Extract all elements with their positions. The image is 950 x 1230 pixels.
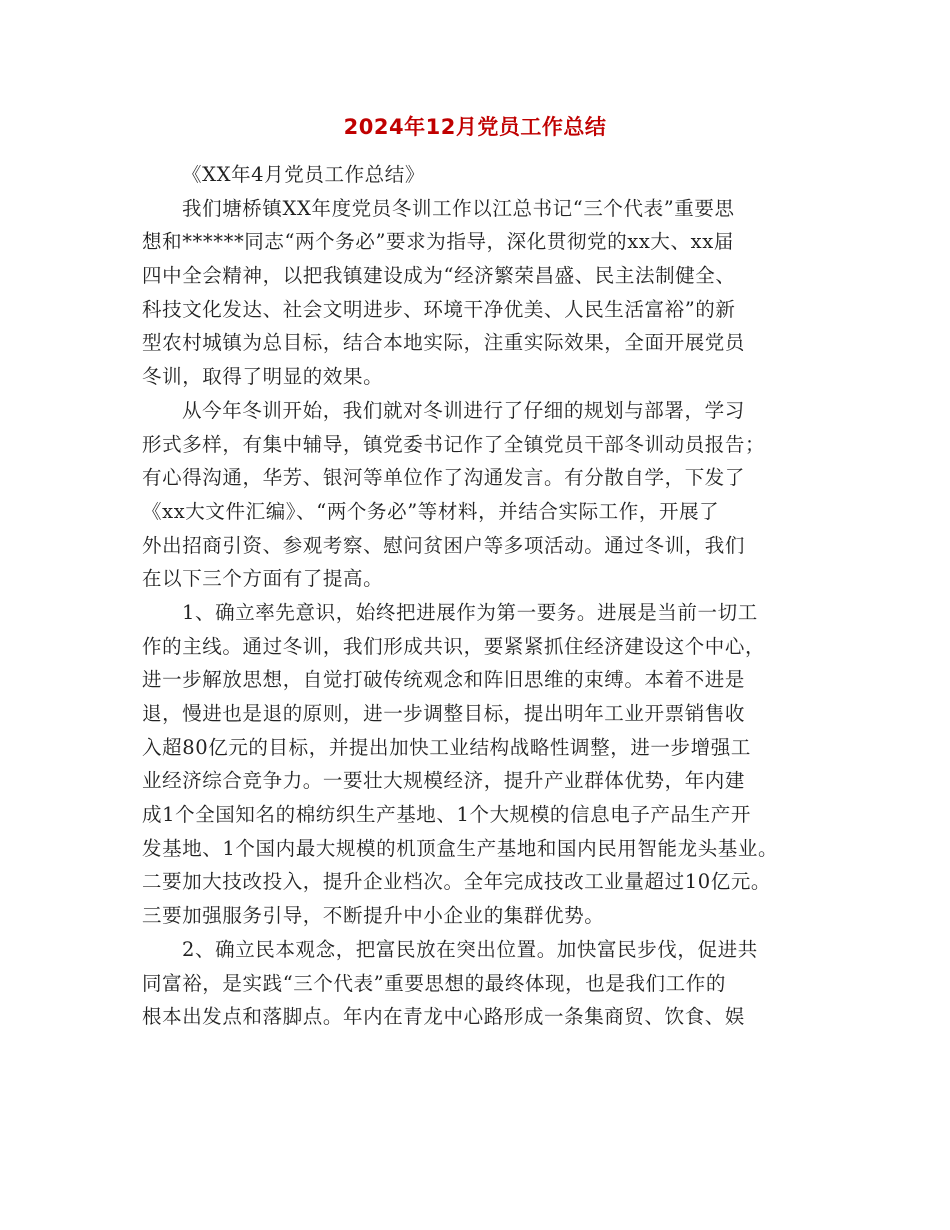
- text-line: 科技文化发达、社会文明进步、环境干净优美、人民生活富裕”的新: [142, 297, 736, 321]
- text-line: 退，慢进也是退的原则，进一步调整目标，提出明年工业开票销售收: [142, 702, 746, 725]
- text-line: 成1个全国知名的棉纺织生产基地、1个大规模的信息电子产品生产开: [142, 803, 751, 827]
- document-body: [142, 158, 814, 1034]
- text-line: 二要加大技改投入，提升企业档次。全年完成技改工业量超过10亿元。: [142, 870, 772, 894]
- text-line: 我们塘桥镇XX年度党员冬训工作以江总书记“三个代表”重要思: [182, 196, 735, 220]
- text-line: 外出招商引资、参观考察、慰问贫困户等多项活动。通过冬训，我们: [142, 533, 746, 557]
- text-line: 《xx大文件汇编》、“两个务必”等材料，并结合实际工作，开展了: [142, 499, 720, 523]
- text-line: 1、确立率先意识，始终把进展作为第一要务。进展是当前一切工: [182, 600, 758, 624]
- text-line: 四中全会精神，以把我镇建设成为“经济繁荣昌盛、民主法制健全、: [142, 264, 736, 288]
- text-line: 三要加强服务引导，不断提升中小企业的集群优势。: [142, 904, 605, 928]
- text-line: 2、确立民本观念，把富民放在突出位置。加快富民步伐，促进共: [182, 937, 758, 961]
- text-line: 《XX年4月党员工作总结》: [182, 163, 425, 186]
- text-line: 冬训，取得了明显的效果。: [142, 365, 384, 389]
- text-line: 同富裕，是实践“三个代表”重要思想的最终体现，也是我们工作的: [142, 971, 726, 995]
- text-line: 作的主线。通过冬训，我们形成共识，要紧紧抓住经济建设这个中心，: [142, 634, 766, 658]
- text-line: 根本出发点和落脚点。年内在青龙中心路形成一条集商贸、饮食、娱: [142, 1005, 746, 1029]
- text-line: 在以下三个方面有了提高。: [142, 567, 384, 591]
- text-line: 业经济综合竞争力。一要壮大规模经济，提升产业群体优势，年内建: [142, 769, 746, 793]
- text-line: 发基地、1个国内最大规模的机顶盒生产基地和国内民用智能龙头基业。: [142, 836, 779, 860]
- text-line: 入超80亿元的目标，并提出加快工业结构战略性调整，进一步增强工: [142, 735, 751, 759]
- text-line: 从今年冬训开始，我们就对冬训进行了仔细的规划与部署，学习: [182, 398, 745, 422]
- text-line: 形式多样，有集中辅导，镇党委书记作了全镇党员干部冬训动员报告；: [142, 432, 766, 456]
- document-title: 2024年12月党员工作总结: [343, 115, 607, 139]
- text-line: 型农村城镇为总目标，结合本地实际，注重实际效果，全面开展党员: [142, 331, 746, 355]
- text-line: 想和******同志“两个务必”要求为指导，深化贯彻党的xx大、xx届: [142, 230, 734, 254]
- text-line: 有心得沟通，华芳、银河等单位作了沟通发言。有分散自学，下发了: [142, 466, 746, 490]
- text-line: 进一步解放思想，自觉打破传统观念和阵旧思维的束缚。本着不进是: [142, 668, 746, 692]
